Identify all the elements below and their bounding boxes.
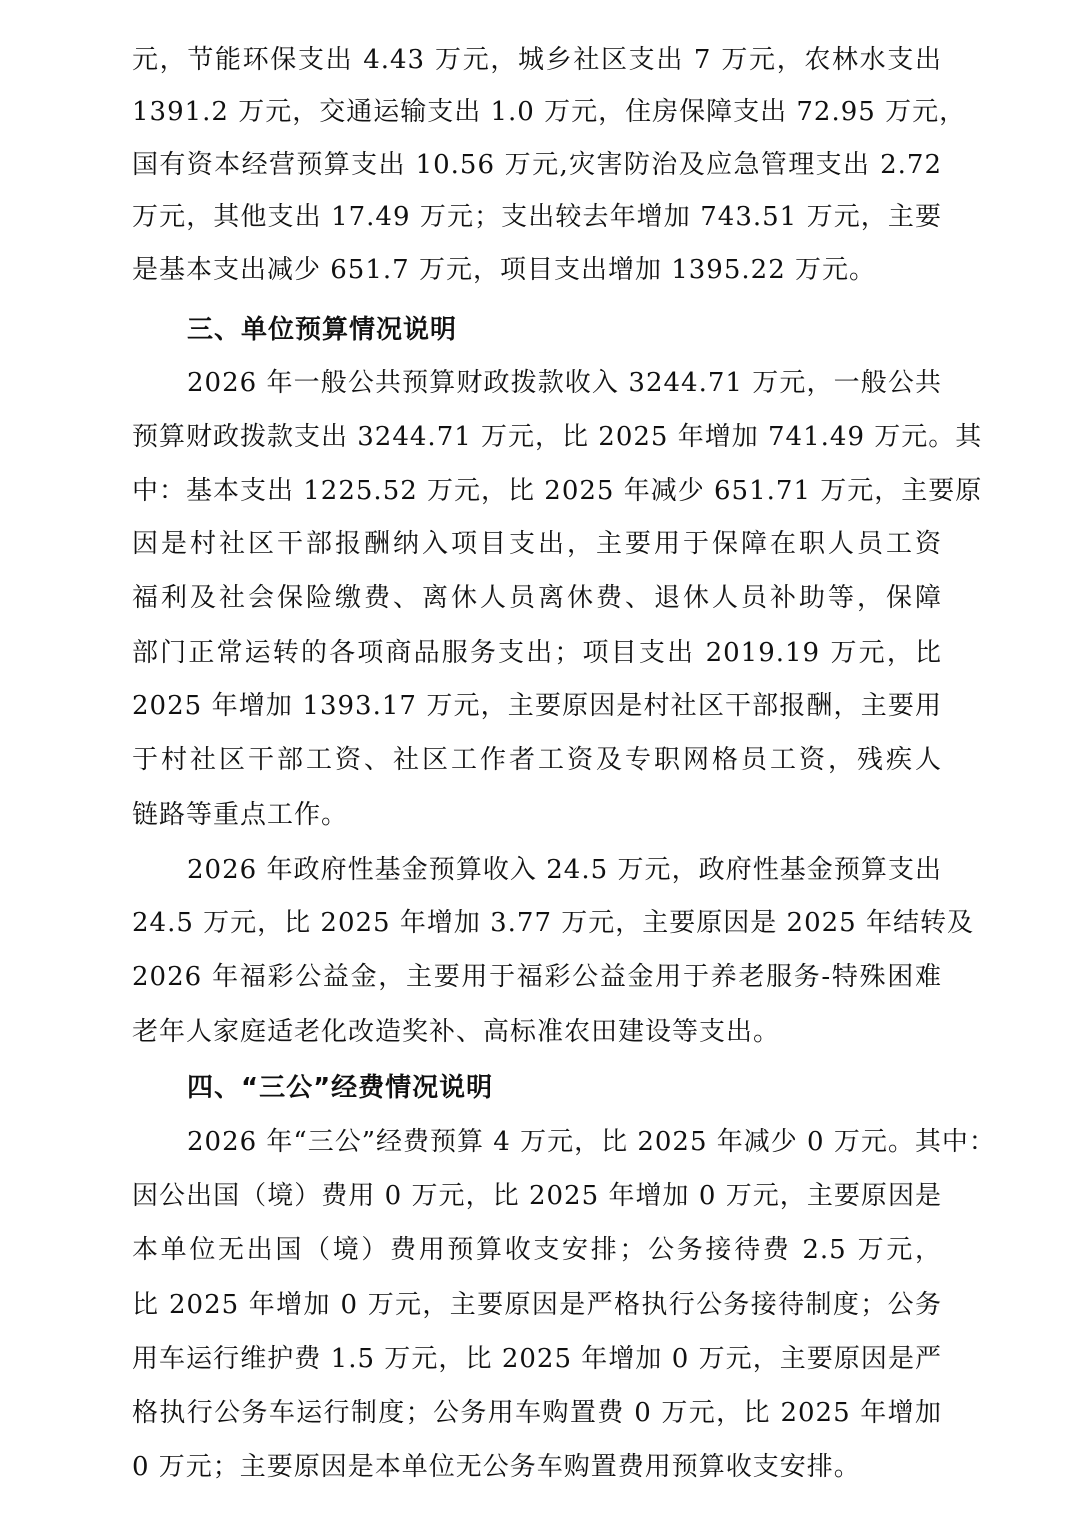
section-heading-unit-budget: 三、单位预算情况说明: [187, 315, 458, 345]
text-line: 2026 年一般公共预算财政拨款收入 3244.71 万元，一般公共: [187, 368, 942, 398]
text-line: 0 万元；主要原因是本单位无公务车购置费用预算收支安排。: [132, 1452, 861, 1482]
text-line: 老年人家庭适老化改造奖补、高标准农田建设等支出。: [132, 1017, 781, 1047]
text-line: 比 2025 年增加 0 万元，主要原因是严格执行公务接待制度；公务: [132, 1290, 942, 1320]
text-line: 1391.2 万元，交通运输支出 1.0 万元，住房保障支出 72.95 万元，: [132, 97, 967, 127]
text-line: 链路等重点工作。: [132, 800, 349, 830]
text-line: 2026 年政府性基金预算收入 24.5 万元，政府性基金预算支出: [187, 855, 942, 885]
text-line: 万元，其他支出 17.49 万元；支出较去年增加 743.51 万元，主要: [132, 202, 942, 232]
text-line: 福利及社会保险缴费、离休人员离休费、退休人员补助等，保障: [132, 583, 942, 613]
text-line: 2025 年增加 1393.17 万元，主要原因是村社区干部报酬，主要用: [132, 691, 942, 721]
text-line: 元，节能环保支出 4.43 万元，城乡社区支出 7 万元，农林水支出: [132, 45, 942, 75]
text-line: 是基本支出减少 651.7 万元，项目支出增加 1395.22 万元。: [132, 255, 877, 285]
text-line: 本单位无出国（境）费用预算收支安排；公务接待费 2.5 万元，: [132, 1235, 942, 1265]
text-line: 中：基本支出 1225.52 万元，比 2025 年减少 651.71 万元，主要原: [132, 476, 983, 506]
text-line: 格执行公务车运行制度；公务用车购置费 0 万元，比 2025 年增加: [132, 1398, 942, 1428]
text-line: 于村社区干部工资、社区工作者工资及专职网格员工资，残疾人: [132, 745, 942, 775]
section-heading-three-public-expenses: 四、“三公”经费情况说明: [187, 1073, 494, 1103]
text-line: 2026 年“三公”经费预算 4 万元，比 2025 年减少 0 万元。其中：: [187, 1127, 996, 1157]
text-line: 因公出国（境）费用 0 万元，比 2025 年增加 0 万元，主要原因是: [132, 1181, 942, 1211]
text-line: 部门正常运转的各项商品服务支出；项目支出 2019.19 万元，比: [132, 638, 942, 668]
text-line: 用车运行维护费 1.5 万元，比 2025 年增加 0 万元，主要原因是严: [132, 1344, 942, 1374]
text-line: 24.5 万元，比 2025 年增加 3.77 万元，主要原因是 2025 年结转及: [132, 908, 974, 938]
text-line: 预算财政拨款支出 3244.71 万元，比 2025 年增加 741.49 万元。其: [132, 422, 983, 452]
text-line: 2026 年福彩公益金，主要用于福彩公益金用于养老服务-特殊困难: [132, 962, 942, 992]
text-line: 因是村社区干部报酬纳入项目支出，主要用于保障在职人员工资: [132, 529, 942, 559]
text-line: 国有资本经营预算支出 10.56 万元,灾害防治及应急管理支出 2.72: [132, 150, 942, 180]
